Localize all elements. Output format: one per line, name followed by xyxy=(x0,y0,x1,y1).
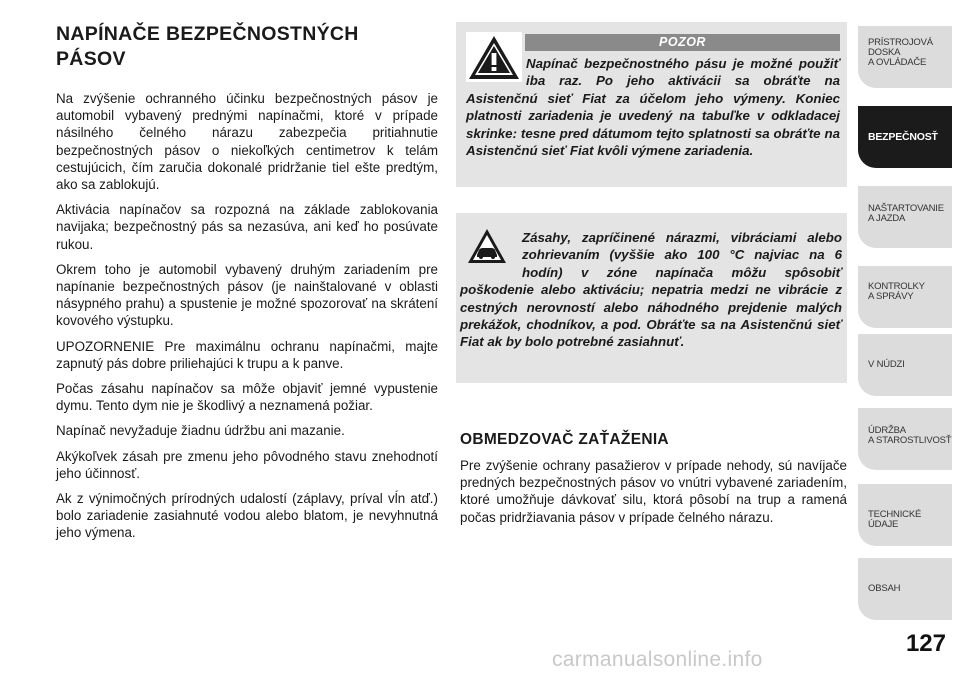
note-text-block xyxy=(460,229,842,351)
tab-bezpecnost[interactable] xyxy=(858,106,952,168)
note-text: Zásahy, zapríčinené nárazmi, vibráciami alebo zohrievaním (vyššie ako 100 °C najviac na 6 hodín) v zóne napínača môžu spôsobiť poškodenie alebo aktiváciu; nepatria medzi ne vibrácie z cestných nerovností alebo náhodného prejdenie malých prekážok, chodníkov, a pod. Obráťte sa na Asistenčnú sieť Fiat ak by bolo potrebné zasiahnuť. xyxy=(460,230,842,350)
tab-label: NAŠTARTOVANIE A JAZDA xyxy=(868,203,944,224)
pozor-label: POZOR xyxy=(525,34,840,51)
warning-box xyxy=(456,22,847,187)
tab-label: BEZPEČNOSŤ xyxy=(868,131,938,143)
warning-text-block xyxy=(466,55,840,159)
tab-technicke-udaje[interactable] xyxy=(858,484,952,546)
paragraph: Akýkoľvek zásah pre zmenu jeho pôvodného stavu znehodnotí jeho účinnosť. xyxy=(56,448,438,481)
paragraph: Pre zvýšenie ochrany pasažierov v prípade nehody, sú navíjače predných bezpečnostných pásov vo vnútri vybavené zariadením, ktoré umožňuje dávkovať silu, ktorá pôsobí na trup a ramená počas pridržiavania pásov v prípade čelného nárazu. xyxy=(460,458,847,525)
paragraph: Aktivácia napínačov sa rozpozná na základe zablokovania navijaka; bezpečnostný pás sa nezasúva, ani keď ho posúvate rukou. xyxy=(56,202,438,252)
paragraph: Počas zásahu napínačov sa môže objaviť jemné vypustenie dymu. Tento dym nie je škodlivý a neznamená požiar. xyxy=(56,381,438,414)
tab-label: ÚDRŽBA A STAROSTLIVOSŤ xyxy=(868,425,952,446)
tab-kontrolky[interactable] xyxy=(858,266,952,328)
watermark: carmanualsonline.info xyxy=(552,648,763,671)
paragraph: Na zvýšenie ochranného účinku bezpečnostných pásov je automobil vybavený prednými napínačmi, ktoré v prípade násilného čelného nárazu zabezpečia pritiahnutie bezpečnostných pásov o niekoľkých centimetrov k telám cestujúcich, čím zaručia dokonalé pridržanie tiel ešte predtým, ako sa zablokujú. xyxy=(56,91,438,193)
section-title: NAPÍNAČE BEZPEČNOSTNÝCH PÁSOV xyxy=(56,23,359,70)
tab-label: OBSAH xyxy=(868,583,901,594)
paragraph: Okrem toho je automobil vybavený druhým zariadením pre napínanie bezpečnostných pásov (je nainštalované v oblasti násypného prahu) a spustenie je možné spozorovať na skrátení kovového výstupku. xyxy=(56,261,438,329)
tab-obsah[interactable] xyxy=(858,558,952,620)
tab-label: KONTROLKY A SPRÁVY xyxy=(868,281,925,302)
right-column xyxy=(456,22,847,526)
tab-v-nudzi[interactable] xyxy=(858,334,952,396)
subsection-title: OBMEDZOVAČ ZAŤAŽENIA xyxy=(460,431,669,448)
warning-text: Napínač bezpečnostného pásu je možné použiť iba raz. Po jeho aktivácii sa obráťte na Asistenčnú sieť Fiat za účelom jeho výmeny. Koniec platnosti zariadenia je uvedený na tabuľke v odkladacej skrinke: tesne pred dátumom tejto splatnosti sa obráťte na Asistenčnú sieť Fiat kvôli výmene zariadenia. xyxy=(466,56,840,159)
paragraph: Ak z výnimočných prírodných udalostí (záplavy, príval vĺn atď.) bolo zariadenie zasiahnuté vodou alebo blatom, je nevyhnutná jeho výmena. xyxy=(56,491,438,541)
note-box xyxy=(456,213,847,383)
tab-udrzba[interactable] xyxy=(858,408,952,470)
tab-nastartovanie[interactable] xyxy=(858,186,952,248)
tab-label: V NÚDZI xyxy=(868,359,905,370)
left-column xyxy=(56,22,438,550)
tab-label: TECHNICKÉ ÚDAJE xyxy=(868,509,922,530)
tab-label: PRÍSTROJOVÁ DOSKA A OVLÁDAČE xyxy=(868,37,933,68)
tab-pristrojova-doska[interactable] xyxy=(858,26,952,88)
paragraph: UPOZORNENIE Pre maximálnu ochranu napínačmi, majte zapnutý pás dobre priliehajúci k trupu a k panve. xyxy=(56,338,438,371)
page-number: 127 xyxy=(905,630,946,657)
chapter-sidebar xyxy=(858,0,960,677)
paragraph: Napínač nevyžaduje žiadnu údržbu ani mazanie. xyxy=(56,423,345,439)
